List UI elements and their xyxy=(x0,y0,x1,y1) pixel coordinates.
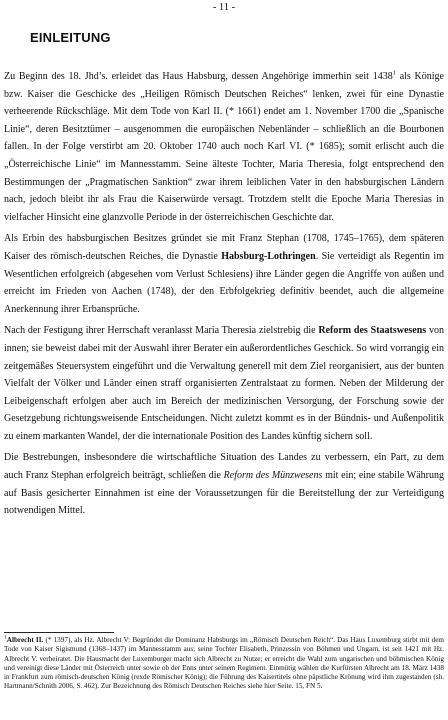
reform-term: Reform des Staatswesens xyxy=(318,325,427,337)
paragraph-1 xyxy=(4,68,444,226)
paragraph-4 xyxy=(4,449,444,519)
paragraph-2 xyxy=(4,230,444,318)
paragraph-1-text-b: als Könige bzw. Kaiser die Geschicke des „Heiligen Römisch Deutschen Reiches“ lenken, zwei für eine Dynastie verheerende Rückschläge. Mit dem Tode von Karl II. (* 1661) endet am 1. November 1700 die „Spanische Linie“, deren Besitztümer – ausgenommen die europäischen Nebenländer – schließlich an die Bourbonen fallen. In der Folge verstirbt am 20. Oktober 1740 auch noch Karl VI. (* 1685); somit erlischt auch die „Österreichische Linie“ im Mannesstamm. Seine älteste Tochter, Maria Theresia, folgt entsprechend den Bestimmungen der „Pragmatischen Sanktion“ zwar ihrem leiblichen Vater in den habsburgischen Ländern nach, jedoch bleibt ihr als Frau die Kaiserwürde versagt. Trotzdem stellt die Epoche Maria Theresias in vielfacher Hinsicht eine glanzvolle Periode in der österreichischen Geschichte dar. xyxy=(4,71,444,223)
footnote-subject: Albrecht II. xyxy=(6,636,44,644)
paragraph-4-text-b: mit ein; eine stabile Währung auf Basis gesicherter Einnahmen ist eine der Voraussetzungen für die Bereitstellung der zur Verteidigung notwendigen Mittel. xyxy=(4,470,445,517)
paragraph-2-text-a: Als Erbin des habsburgischen Besitzes gründet sie mit Franz Stephan (1708, 1745–1765), dem späteren Kaiser des römisch-deutschen Reiches, die Dynastie xyxy=(4,233,444,262)
page-title: EINLEITUNG xyxy=(30,30,111,45)
paragraph-3-text-b: von innen; sie beweist dabei mit der Auswahl ihrer Berater ein außerordentliches Geschick. So wird vorrangig ein zeitgemäßes Steuersystem eingeführt und die Verwaltung generell mit dem Ziel reorganisiert, aus der bunten Vielfalt der Völker und Länder einen straff organisierten Zentralstaat zu formen. Neben der Milderung der Leibeigenschaft erfolgen aber auch im Bereich der medizinischen Versorgung, der Forschung sowie der Gesetzgebung richtungsweisende Entscheidungen. Nicht zuletzt kommt es in der Bündnis- und Außenpolitik zu einem markanten Wandel, der die internationale Position des Landes künftig sichern soll. xyxy=(4,325,444,442)
footnote-text: (* 1397), als Hz. Albrecht V: Begründet die Dominanz Habsburgs im „Römisch Deutschen Reich“. Das Haus Luxemburg stirbt mit dem Tode von Kaiser Sigismund (1368–1437) im Mannesstamm aus; seine Tochter Elisabeth, Prinzessin von Böhmen und Ungarn, ist seit 1421 mit Hz. Albrecht V. verheiratet. Die Hausmacht der Luxemburger macht sich Albrecht zu Nutze; er erreicht die Wahl zum ungarischen und böhmischen König und vereinigt diese Länder mit Österreich unter sowie ob der Enns unter seinem Regiment. Einmütig wählen die Kurfürsten Albrecht am 18. März 1438 in Frankfurt zum römisch-deutschen König (rexde Römischer König); die Führung des Kaisertitels ohne päpstliche Krönung wird ihm zugestanden (sh. Hartmann/Schnith 2006, S. 462). Zur Bezeichnung des Römisch Deutschen Reiches siehe hier Seite. 15, FN 5. xyxy=(4,636,444,691)
page-number: - 11 - xyxy=(212,2,236,13)
dynasty-name: Habsburg-Lothringen xyxy=(221,250,316,262)
paragraph-1-text-a: Zu Beginn des 18. Jhd’s. erleidet das Haus Habsburg, dessen Angehörige immerhin seit 1438 xyxy=(4,71,393,82)
paragraph-2-text-b: . Sie verteidigt als Regentin im Wesentlichen erfolgreich (abgesehen vom Verlust Schlesiens) ihre Länder gegen die Angriffe von außen und erreicht im Frieden von Aachen (1748), der den Erbfolgekrieg definitiv beendet, auch die allgemeine Anerkennung ihrer Erbansprüche. xyxy=(4,250,444,315)
footnote-reference-1[interactable]: 1 xyxy=(392,69,396,77)
paragraph-3 xyxy=(4,322,444,445)
footnote-1 xyxy=(4,636,444,692)
paragraph-4-text-a: Die Bestrebungen, insbesondere die wirtschaftliche Situation des Landes zu verbessern, ein Part, zu dem auch Franz Stephan erfolgreich beiträgt, schließen die xyxy=(4,452,444,482)
footnote-number: 1 xyxy=(4,634,7,641)
paragraph-3-text-a: Nach der Festigung ihrer Herrschaft veranlasst Maria Theresia zielstrebig die xyxy=(4,325,319,337)
footnote-divider xyxy=(4,632,114,633)
footnote xyxy=(4,636,444,692)
body-text xyxy=(4,68,444,524)
coinage-reform-term: Reform des Münzwesens xyxy=(223,470,323,482)
